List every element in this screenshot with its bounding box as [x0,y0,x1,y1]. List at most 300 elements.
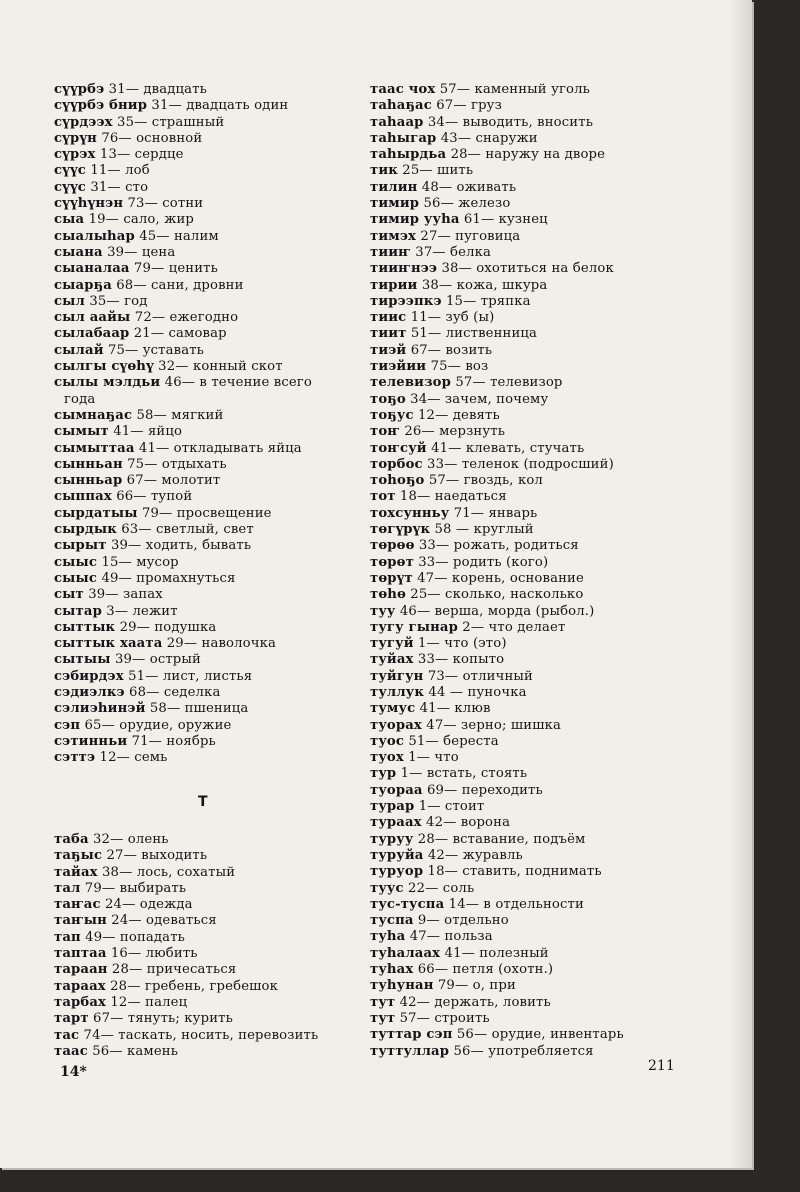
headword: туттуллар [370,1043,450,1059]
definition: 67— возить [406,342,493,358]
dictionary-entry [54,930,354,946]
dictionary-entry [54,131,354,147]
headword: тут [370,1010,396,1026]
dictionary-entry [370,326,670,342]
definition: 67— тянуть; курить [88,1011,233,1027]
definition: 41— откладывать яйца [134,440,302,456]
headword: сынньар [54,473,123,489]
dictionary-entry [54,522,354,538]
headword: сыл аайы [54,310,131,326]
definition: 33— родить (кого) [413,554,549,570]
dictionary-entry [370,261,670,277]
headword: тараан [54,962,108,978]
definition: 79— выбирать [80,880,187,896]
definition: 73— отличный [423,668,533,684]
headword: сыыс [54,570,98,586]
definition: 46— верша, морда (рыбол.) [395,603,595,619]
definition: 21— самовар [129,326,227,342]
definition: 47— польза [405,929,493,945]
headword: сэттэ [54,750,96,766]
dictionary-entry [54,180,354,196]
dictionary-entry [54,294,354,310]
section-letter-heading: Т [198,794,208,810]
definition: 79— ценить [129,261,218,277]
definition: 38— кожа, шкура [417,277,548,293]
headword: сырыт [54,538,107,554]
headword: сүүрбэ бнир [54,98,148,114]
dictionary-entry [54,473,354,489]
definition: 51— лиственница [406,326,538,342]
dictionary-entry [370,766,670,782]
definition: 37— белка [410,244,492,260]
dictionary-entry [54,489,354,505]
dictionary-entry [370,147,670,163]
definition: 65— орудие, оружие [80,717,232,733]
headword: сыт [54,587,84,603]
headword: сыалыһар [54,228,135,244]
dictionary-entry [370,392,670,408]
page-number: 211 [648,1058,675,1074]
headword: тимир ууһа [370,212,460,228]
definition: 43— снаружи [436,130,538,146]
headword: туйах [370,652,414,668]
dictionary-entry [370,408,670,424]
dictionary-entry [54,995,354,1011]
definition: 34— выводить, вносить [423,114,594,130]
dictionary-entry [54,620,354,636]
definition: 13— сердце [95,147,184,163]
headword: сыттык [54,619,116,635]
headword: тал [54,880,81,896]
dictionary-entry [370,832,670,848]
headword: туйгун [370,668,424,684]
headword: туу [370,603,396,619]
definition: 38— лось, сохатый [97,864,236,880]
headword: сыаналаа [54,261,130,277]
headword: таҥын [54,913,107,929]
dictionary-entry [54,571,354,587]
headword: сылабаар [54,326,130,342]
headword: туорах [370,717,422,733]
headword: торбос [370,456,423,472]
headword: сылай [54,342,104,358]
dictionary-entry [54,848,354,864]
dictionary-entry [370,555,670,571]
dictionary-entry [54,82,354,98]
definition: 35— год [85,293,148,309]
dictionary-entry [370,98,670,114]
dictionary-entry [54,587,354,603]
definition: 47— корень, основание [412,570,584,586]
dictionary-entry [54,669,354,685]
dictionary-entry [370,587,670,603]
definition: 58— мягкий [132,407,224,423]
dictionary-entry [370,294,670,310]
headword: тиэй [370,342,407,358]
dictionary-entry [370,701,670,717]
headword: тайах [54,864,98,880]
definition: 27— пуговица [416,228,521,244]
definition: 57— телевизор [450,375,563,391]
dictionary-entry [370,848,670,864]
definition: 73— сотни [123,196,204,212]
definition: 46— в течение всего [160,375,312,391]
definition: 56— употребляется [449,1043,594,1059]
definition: 67— груз [431,98,502,114]
dictionary-entry [54,538,354,554]
dictionary-entry [370,180,670,196]
dictionary-entry [370,946,670,962]
headword: таһаҕас [370,98,432,114]
definition: 33— теленок (подросший) [422,456,614,472]
definition: 57— гвоздь, кол [424,473,543,489]
dictionary-entry [370,815,670,831]
headword: төрүт [370,570,413,586]
dictionary-entry [370,652,670,668]
dictionary-entry [54,832,354,848]
headword: төһө [370,587,406,603]
headword: тирии [370,277,418,293]
definition: 67— молотит [122,473,221,489]
headword: төгүрүк [370,522,431,538]
headword: таас [54,1043,88,1059]
definition: 34— зачем, почему [405,391,549,407]
headword: турар [370,799,415,815]
headword: туһах [370,962,414,978]
dictionary-entry [54,424,354,440]
dictionary-entry [370,310,670,326]
dictionary-entry [370,636,670,652]
dictionary-entry [370,571,670,587]
headword: туос [370,733,405,749]
headword: сыттык хаата [54,636,163,652]
dictionary-entry [370,881,670,897]
headword: сытыы [54,652,111,668]
dictionary-entry [370,538,670,554]
dictionary-entry [370,278,670,294]
headword: сүрдээх [54,114,113,130]
definition: 41— яйцо [108,424,183,440]
headword: тап [54,929,81,945]
headword: тут [370,994,396,1010]
dictionary-entry [54,115,354,131]
dictionary-entry [370,457,670,473]
dictionary-entry [370,995,670,1011]
definition: 79— о, при [433,978,516,994]
headword: тугуй [370,636,414,652]
definition: 66— тупой [111,489,193,505]
left-column-t-section [54,832,354,1060]
dictionary-entry [370,1027,670,1043]
dictionary-entry [54,245,354,261]
headword: тарт [54,1011,89,1027]
dictionary-entry [54,147,354,163]
dictionary-entry [370,685,670,701]
definition: 56— железо [419,196,511,212]
dictionary-entry [370,359,670,375]
headword: тас [54,1027,80,1043]
headword: туораа [370,782,423,798]
definition: 45— налим [134,228,219,244]
dictionary-entry [370,750,670,766]
dictionary-entry [54,1044,354,1060]
headword: сэдиэлкэ [54,684,125,700]
dictionary-entry [54,979,354,995]
dictionary-entry [54,865,354,881]
definition: 56— орудие, инвентарь [452,1027,624,1043]
definition: 48— оживать [417,179,517,195]
dictionary-entry [54,359,354,375]
headword: тугу гынар [370,619,458,635]
dictionary-entry [370,196,670,212]
dictionary-entry [370,929,670,945]
definition: 44 — пуночка [424,684,527,700]
headword: тоҥ [370,424,401,440]
headword: сэлиэһинэй [54,701,146,717]
definition: 57— каменный уголь [435,82,590,97]
definition: 51— лист, листья [123,668,253,684]
headword: тиэйии [370,359,427,375]
definition: 1— что [403,750,459,766]
definition: 31— сто [86,179,149,195]
definition: 15— тряпка [441,293,531,309]
definition: 24— одежда [100,897,193,913]
headword: тохсунньу [370,505,450,521]
definition: 74— таскать, носить, перевозить [79,1027,319,1043]
definition: 28— гребень, гребешок [105,978,279,994]
right-column [370,82,670,1060]
definition: 39— острый [110,652,201,668]
headword: тиит [370,326,407,342]
headword: туруйа [370,847,424,863]
definition: 11— зуб (ы) [406,310,495,326]
definition: 12— семь [95,750,168,766]
definition: 28— причесаться [107,962,237,978]
definition: 57— строить [395,1010,490,1026]
headword: сүрэх [54,147,96,163]
dictionary-entry [54,326,354,342]
dictionary-entry [54,229,354,245]
definition: 32— конный скот [153,359,283,375]
definition: 31— двадцать [104,82,207,97]
headword: таһыгар [370,130,437,146]
headword: таҥас [54,897,101,913]
dictionary-entry [370,897,670,913]
dictionary-entry [370,962,670,978]
dictionary-entry [54,196,354,212]
dictionary-entry [54,555,354,571]
dictionary-entry [54,278,354,294]
definition: 12— палец [106,994,188,1010]
definition: 56— камень [87,1043,179,1059]
dictionary-entry [54,604,354,620]
headword: туруор [370,864,424,880]
dictionary-entry [370,669,670,685]
definition: 39— запах [83,587,163,603]
dictionary-entry [54,881,354,897]
definition: 39— цена [102,244,176,260]
headword: сырдатыы [54,505,138,521]
headword: тоһоҕо [370,473,425,489]
dictionary-entry [370,131,670,147]
headword: тик [370,163,398,179]
definition: 26— мерзнуть [400,424,506,440]
headword: таҕыс [54,848,103,864]
headword: туллук [370,684,425,700]
headword: телевизор [370,375,451,391]
headword: сүрүн [54,130,97,146]
dictionary-entry [370,913,670,929]
headword: сүүһүнэн [54,196,124,212]
dictionary-entry [370,489,670,505]
headword: таба [54,832,89,847]
dictionary-entry [370,783,670,799]
headword: таас чох [370,82,436,97]
dictionary-entry [370,734,670,750]
headword: сэбирдэх [54,668,124,684]
headword: сэп [54,717,81,733]
definition: 9— отдельно [413,913,509,929]
definition: 24— одеваться [106,913,217,929]
dictionary-entry [370,718,670,734]
headword: тоҕо [370,391,406,407]
dictionary-entry [370,82,670,98]
dictionary-entry [54,652,354,668]
definition: 72— ежегодно [130,310,239,326]
definition: 16— любить [106,946,198,962]
headword: тус-туспа [370,896,445,912]
definition: 25— шить [397,163,474,179]
definition: 68— седелка [124,684,221,700]
dictionary-entry [370,424,670,440]
definition: 28— вставание, подъём [413,831,586,847]
headword: сүүс [54,163,86,179]
dictionary-entry [54,1011,354,1027]
definition: 42— журавль [423,847,523,863]
headword: сэтинньи [54,733,128,749]
dictionary-entry [54,441,354,457]
definition: 71— январь [449,505,538,521]
definition: 14— в отдельности [444,896,584,912]
dictionary-entry [54,212,354,228]
dictionary-entry [54,734,354,750]
dictionary-entry [370,212,670,228]
definition: 68— сани, дровни [111,277,244,293]
headword: тур [370,766,397,782]
dictionary-entry [370,522,670,538]
headword: туһа [370,929,406,945]
headword: сылгы сүөһү [54,359,154,375]
definition: 35— страшный [112,114,225,130]
headword: сыппах [54,489,112,505]
dictionary-entry [54,343,354,359]
definition: 22— соль [403,880,475,896]
dictionary-entry [370,506,670,522]
headword: сүүрбэ [54,82,105,97]
dictionary-entry [370,473,670,489]
definition: 63— светлый, свет [116,522,254,538]
dictionary-entry [370,978,670,994]
printer-signature-mark: 14* [60,1064,87,1080]
definition: 33— рожать, родиться [414,538,579,554]
dictionary-entry [370,229,670,245]
definition: 1— встать, стоять [396,766,528,782]
definition: 18— наедаться [395,489,507,505]
headword: тот [370,489,396,505]
definition: 25— сколько, насколько [405,587,584,603]
definition: 15— мусор [97,554,179,570]
headword: сылы мэлдьи [54,375,161,391]
definition: 41— полезный [440,945,549,961]
headword: туһунан [370,978,434,994]
definition: 51— береста [404,733,499,749]
definition: 58— пшеница [145,701,249,717]
definition: 27— выходить [102,848,208,864]
headword: тоҕус [370,407,414,423]
headword: сыана [54,244,103,260]
dictionary-entry [54,261,354,277]
headword: туспа [370,913,414,929]
dictionary-entry [54,457,354,473]
definition: 66— петля (охотн.) [413,962,554,978]
dictionary-entry [370,115,670,131]
headword: туруу [370,831,414,847]
definition: 61— кузнец [459,212,548,228]
definition: 28— наружу на дворе [446,147,606,163]
definition: 58 — круглый [430,522,534,538]
dictionary-entry [54,98,354,114]
definition: 75— уставать [103,342,204,358]
definition: 41— клевать, стучать [426,440,585,456]
definition: 49— промахнуться [97,570,236,586]
headword: тоҥсуй [370,440,427,456]
dictionary-entry [54,408,354,424]
headword: тиис [370,310,407,326]
dictionary-entry [54,897,354,913]
dictionary-entry [54,962,354,978]
dictionary-entry [370,1011,670,1027]
headword: тииҥнээ [370,261,438,277]
headword: тииҥ [370,244,411,260]
definition: 29— подушка [115,619,217,635]
headword: тирээпкэ [370,293,442,309]
definition: 19— сало, жир [84,212,195,228]
definition: 12— девять [413,407,500,423]
dictionary-entry [370,604,670,620]
definition: 1— стоит [414,799,485,815]
headword: тилин [370,179,418,195]
definition: 11— лоб [86,163,150,179]
headword: сытар [54,603,102,619]
definition: 79— просвещение [137,505,272,521]
dictionary-entry [370,245,670,261]
dictionary-entry [54,375,354,408]
dictionary-entry [370,163,670,179]
definition: 42— ворона [421,815,511,831]
dictionary-entry [54,913,354,929]
dictionary-entry [370,620,670,636]
dictionary-entry [370,799,670,815]
headword: таһаар [370,114,424,130]
definition: 75— отдыхать [122,456,227,472]
headword: сыл [54,293,85,309]
headword: сыа [54,212,85,228]
headword: тимир [370,196,420,212]
definition: 49— попадать [80,929,185,945]
headword: туттар сэп [370,1027,453,1043]
dictionary-entry [54,718,354,734]
definition: 69— переходить [422,782,543,798]
